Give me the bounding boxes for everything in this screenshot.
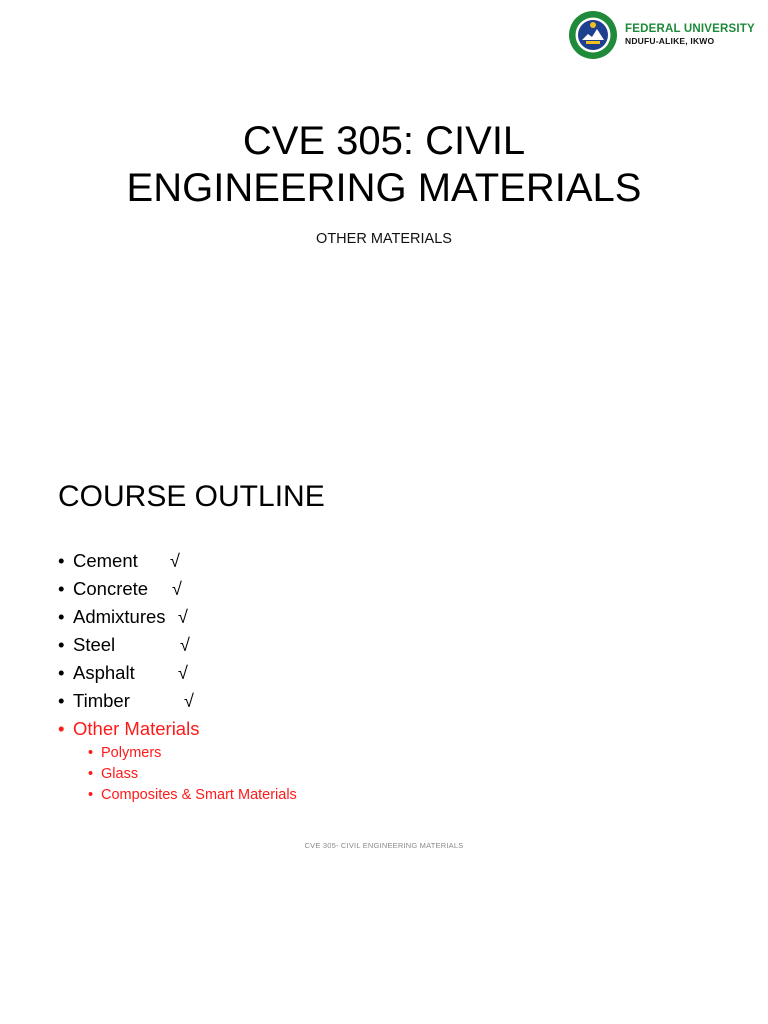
university-logo bbox=[568, 10, 758, 62]
title-slide bbox=[0, 0, 768, 430]
list-item: • Steel √ bbox=[58, 631, 458, 659]
title-line-2: ENGINEERING MATERIALS bbox=[126, 166, 642, 210]
list-item: • Asphalt √ bbox=[58, 659, 458, 687]
title-line-1: CVE 305: CIVIL bbox=[242, 119, 526, 163]
checkmark-icon: √ bbox=[180, 635, 190, 655]
list-item-current: • Other Materials bbox=[58, 718, 200, 739]
outline-heading: COURSE OUTLINE bbox=[58, 480, 325, 513]
sub-list-item: • Glass bbox=[88, 766, 139, 782]
university-seal-icon bbox=[568, 10, 618, 60]
slide-footer: CVE 305- CIVIL ENGINEERING MATERIALS bbox=[304, 841, 464, 850]
checkmark-icon: √ bbox=[170, 551, 180, 571]
slide-subtitle: OTHER MATERIALS bbox=[316, 231, 452, 247]
list-item: • Cement √ bbox=[58, 547, 458, 575]
sub-list-item: • Polymers bbox=[88, 745, 162, 761]
list-item: • Concrete √ bbox=[58, 575, 458, 603]
list-item: • Timber √ bbox=[58, 687, 458, 715]
checkmark-icon: √ bbox=[178, 607, 188, 627]
university-name: FEDERAL UNIVERSITY bbox=[625, 23, 755, 35]
checkmark-icon: √ bbox=[184, 691, 194, 711]
sub-list-item: • Composites & Smart Materials bbox=[88, 787, 297, 803]
checkmark-icon: √ bbox=[172, 579, 182, 599]
outline-list bbox=[58, 547, 458, 806]
slide-title bbox=[0, 118, 768, 212]
outline-slide bbox=[0, 430, 768, 1024]
university-location: NDUFU-ALIKE, IKWO bbox=[625, 36, 715, 46]
checkmark-icon: √ bbox=[178, 663, 188, 683]
list-item: • Admixtures √ bbox=[58, 603, 458, 631]
